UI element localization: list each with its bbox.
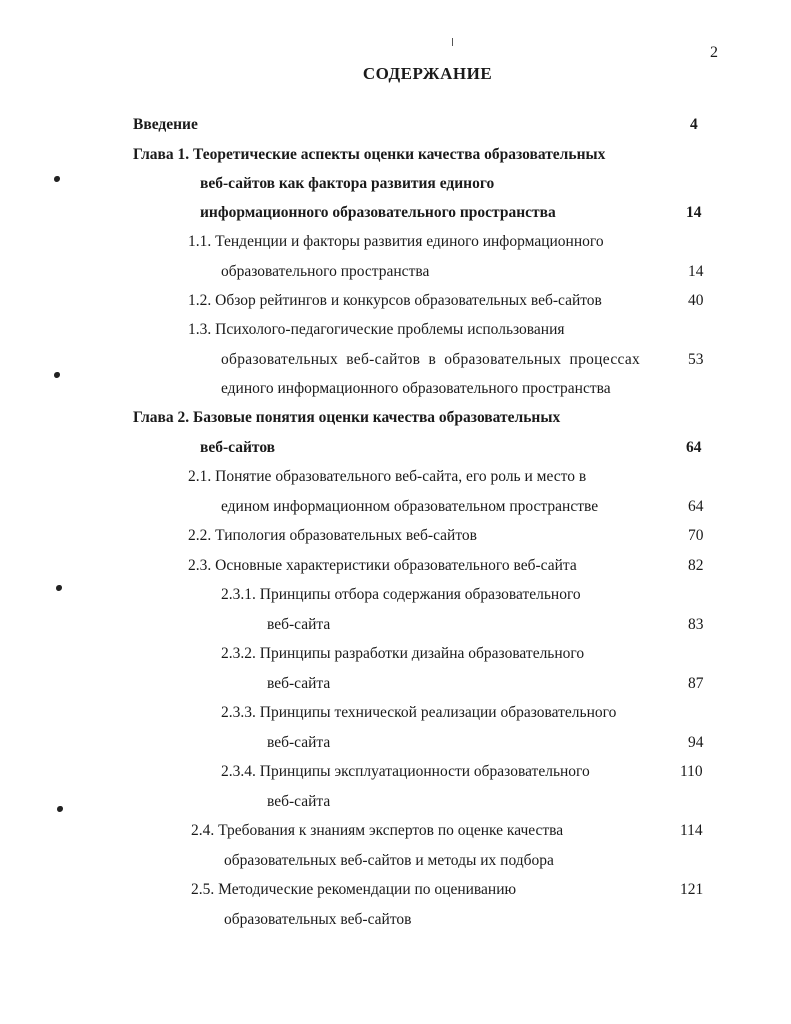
toc-chapter1-line: информационного образовательного пространства (200, 204, 556, 221)
toc-section-2-3-4-page: 110 (680, 763, 703, 780)
toc-section-2-3-2-line: 2.3.2. Принципы разработки дизайна образовательного (221, 645, 585, 662)
toc-section-2-3-line: 2.3. Основные характеристики образовательного веб-сайта (188, 557, 577, 574)
toc-chapter2-line: веб-сайтов (200, 439, 276, 456)
toc-section-1-1-line: образовательного пространства (221, 263, 430, 280)
toc-section-2-5-line: образовательных веб-сайтов (224, 911, 412, 928)
toc-section-2-3-1-page: 83 (688, 616, 704, 633)
toc-chapter1-line: Глава 1. Теоретические аспекты оценки качества образовательных (133, 146, 606, 163)
toc-section-2-3-4-line: веб-сайта (267, 793, 331, 810)
toc-section-2-3-2-page: 87 (688, 675, 704, 692)
toc-section-1-1-page: 14 (688, 263, 704, 280)
toc-section-1-2-line: 1.2. Обзор рейтингов и конкурсов образовательных веб-сайтов (188, 292, 602, 309)
page-number: 2 (710, 44, 718, 61)
toc-chapter2-line: Глава 2. Базовые понятия оценки качества образовательных (133, 409, 561, 426)
toc-section-2-3-1-line: 2.3.1. Принципы отбора содержания образовательного (221, 586, 581, 603)
toc-section-2-4-line: 2.4. Требования к знаниям экспертов по оценке качества (191, 822, 564, 839)
toc-section-1-3-line: единого информационного образовательного пространства (221, 380, 611, 397)
toc-intro-title: Введение (133, 116, 198, 133)
toc-section-2-4-line: образовательных веб-сайтов и методы их подбора (224, 852, 554, 869)
binding-hole-mark (56, 585, 62, 591)
toc-section-2-5-page: 121 (680, 881, 704, 898)
binding-hole-mark (54, 372, 60, 378)
binding-hole-mark (57, 806, 63, 812)
toc-section-2-3-3-page: 94 (688, 734, 704, 751)
toc-chapter1-line: веб-сайтов как фактора развития единого (200, 175, 495, 192)
toc-section-2-3-1-line: веб-сайта (267, 616, 331, 633)
toc-section-1-1-line: 1.1. Тенденции и факторы развития единого информационного (188, 233, 604, 250)
toc-section-1-3-line: образовательных веб-сайтов в образовательных процессах (221, 351, 641, 368)
toc-section-2-1-page: 64 (688, 498, 704, 515)
toc-section-2-3-page: 82 (688, 557, 704, 574)
binding-hole-mark (54, 176, 60, 182)
toc-intro-page: 4 (690, 116, 698, 133)
toc-chapter1-page: 14 (686, 204, 702, 221)
toc-chapter2-page: 64 (686, 439, 702, 456)
toc-section-2-3-3-line: 2.3.3. Принципы технической реализации образовательного (221, 704, 617, 721)
toc-section-1-2-page: 40 (688, 292, 704, 309)
toc-section-2-1-line: едином информационном образовательном пространстве (221, 498, 599, 515)
toc-section-2-5-line: 2.5. Методические рекомендации по оцениванию (191, 881, 517, 898)
toc-section-2-3-2-line: веб-сайта (267, 675, 331, 692)
toc-section-2-1-line: 2.1. Понятие образовательного веб-сайта, его роль и место в (188, 468, 587, 485)
toc-section-2-3-4-line: 2.3.4. Принципы эксплуатационности образовательного (221, 763, 590, 780)
page-title: СОДЕРЖАНИЕ (362, 64, 493, 83)
toc-section-2-4-page: 114 (680, 822, 703, 839)
toc-section-2-3-3-line: веб-сайта (267, 734, 331, 751)
toc-section-2-2-line: 2.2. Типология образовательных веб-сайтов (188, 527, 477, 544)
scan-speck (452, 38, 453, 46)
toc-section-1-3-line: 1.3. Психолого-педагогические проблемы использования (188, 321, 565, 338)
toc-section-1-3-page: 53 (688, 351, 704, 368)
toc-section-2-2-page: 70 (688, 527, 704, 544)
